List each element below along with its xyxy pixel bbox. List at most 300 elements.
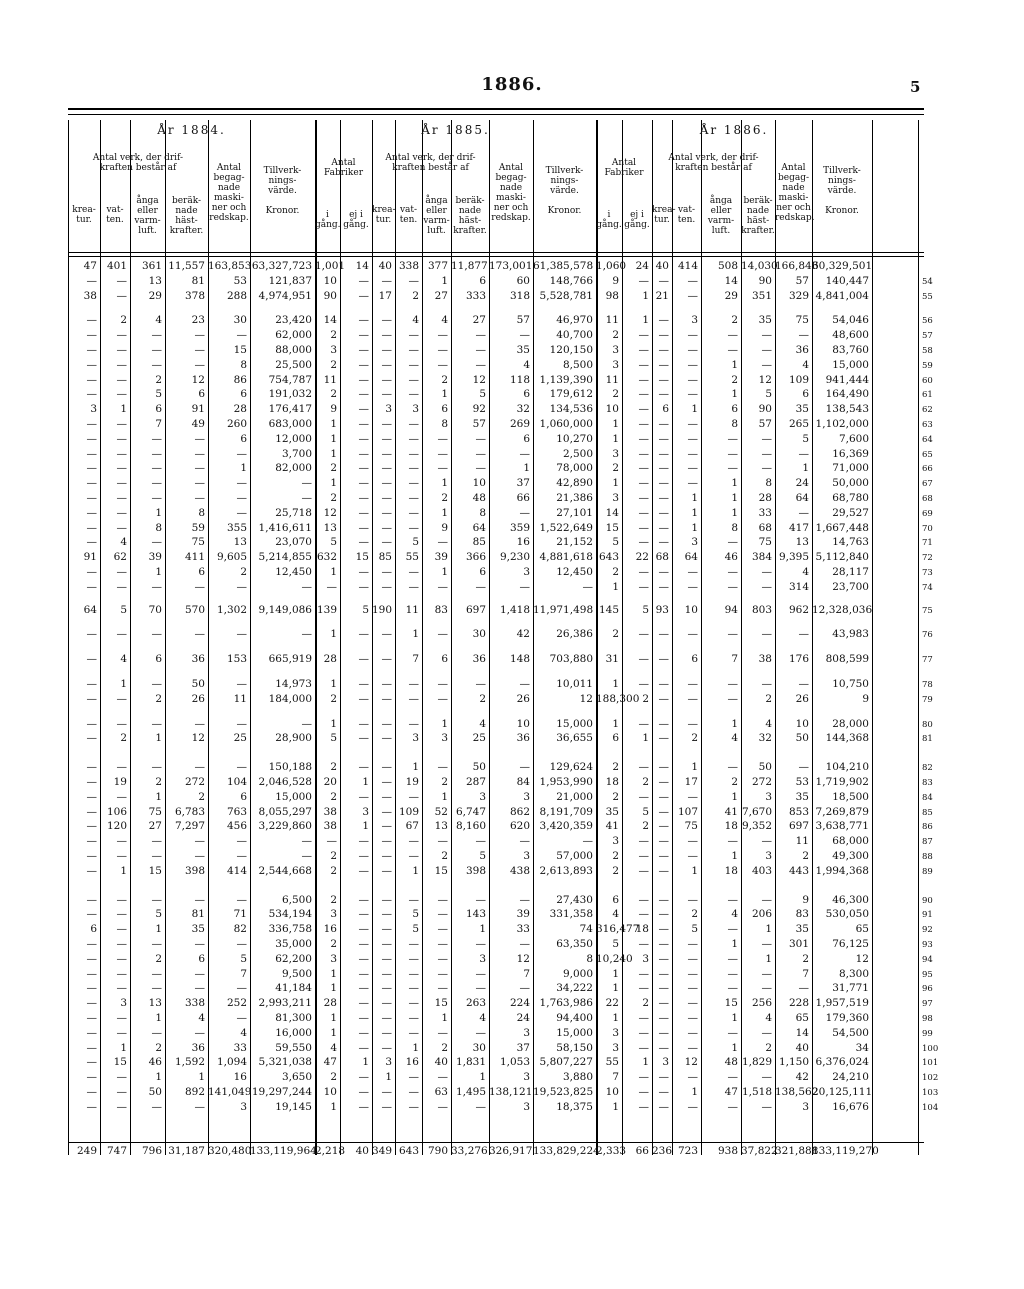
table-cell: —	[687, 1026, 698, 1039]
table-cell: —	[638, 967, 649, 980]
table-cell: 9,149,086	[258, 603, 312, 616]
row-number: 62	[922, 405, 933, 416]
table-cell: 8,191,709	[539, 805, 593, 818]
table-cell: —	[116, 761, 127, 774]
table-cell: —	[437, 967, 448, 980]
table-cell: —	[658, 373, 669, 386]
table-cell: —	[658, 1071, 669, 1084]
header-rule	[68, 1142, 924, 1143]
table-cell: —	[381, 653, 392, 666]
table-cell: 18	[724, 864, 738, 877]
table-cell: —	[638, 938, 649, 950]
year-group-label: År 1886.	[699, 123, 769, 137]
table-cell: —	[638, 536, 649, 549]
table-cell: 6	[523, 388, 530, 401]
total-cell: 938	[717, 1145, 738, 1157]
table-cell: 3	[523, 790, 530, 803]
table-cell: 2	[330, 462, 337, 475]
table-cell: 3	[612, 344, 619, 356]
table-cell: —	[687, 717, 698, 730]
table-cell: 68	[655, 551, 669, 564]
table-cell: 1	[691, 506, 698, 519]
top-rule	[68, 108, 924, 110]
table-cell: 1	[691, 403, 698, 416]
total-cell: 133,829,224	[533, 1145, 600, 1157]
table-cell: —	[687, 1100, 698, 1113]
table-cell: —	[687, 678, 698, 690]
table-cell: —	[151, 477, 162, 490]
table-cell: 9	[330, 403, 337, 416]
table-cell: 4	[479, 717, 486, 730]
row-number: 91	[922, 910, 933, 921]
table-cell: 665,919	[268, 653, 312, 666]
table-cell: 4	[240, 1026, 247, 1039]
table-cell: —	[761, 580, 772, 593]
table-cell: —	[437, 692, 448, 705]
table-cell: —	[638, 982, 649, 995]
table-cell: —	[358, 492, 369, 504]
table-cell: —	[687, 329, 698, 342]
table-cell: —	[798, 506, 809, 519]
table-cell: 6	[155, 403, 162, 416]
table-cell: 6	[240, 388, 247, 401]
table-cell: —	[519, 447, 530, 460]
table-cell: —	[727, 1100, 738, 1113]
total-cell: 349	[372, 1145, 393, 1157]
table-cell: 2	[330, 790, 337, 803]
table-cell: 15	[148, 864, 162, 877]
table-cell: 12	[855, 952, 869, 965]
table-cell: —	[437, 761, 448, 774]
row-number: 92	[922, 925, 933, 936]
table-cell: 355	[226, 521, 247, 534]
table-cell: 1	[330, 982, 337, 995]
table-cell: —	[408, 1026, 419, 1039]
row-number: 79	[922, 694, 933, 705]
table-cell: 1	[441, 717, 448, 730]
table-cell: 1	[441, 790, 448, 803]
table-cell: 3	[765, 790, 772, 803]
table-cell: 2	[155, 1041, 162, 1054]
table-cell: 36	[472, 653, 486, 666]
table-cell: —	[358, 678, 369, 690]
table-cell: 11,971,498	[533, 603, 594, 616]
table-cell: 2	[612, 628, 619, 641]
table-cell: 109	[788, 373, 809, 386]
table-cell: 7,600	[838, 432, 869, 445]
table-cell: 5	[479, 388, 486, 401]
table-cell: 359	[509, 521, 530, 534]
table-cell: —	[437, 462, 448, 475]
table-cell: 892	[184, 1086, 205, 1098]
table-cell: —	[687, 790, 698, 803]
table-cell: 1	[765, 923, 772, 936]
table-cell: 7	[523, 967, 530, 980]
table-cell: —	[475, 580, 486, 593]
table-cell: —	[86, 805, 97, 818]
table-cell: —	[381, 274, 392, 287]
row-number: 75	[922, 605, 933, 616]
table-cell: —	[86, 1026, 97, 1039]
table-cell: —	[116, 566, 127, 578]
row-number: 55	[922, 291, 933, 302]
table-cell: —	[86, 1071, 97, 1084]
table-cell: —	[638, 447, 649, 460]
row-number: 87	[922, 837, 933, 848]
table-cell: —	[358, 344, 369, 356]
table-cell: 2	[441, 373, 448, 386]
top-rule-thin	[68, 114, 924, 115]
table-cell: —	[151, 982, 162, 995]
table-cell: 962	[788, 603, 809, 616]
table-cell: 104	[226, 776, 247, 788]
table-cell: —	[408, 952, 419, 965]
table-cell: 9	[862, 692, 869, 705]
column-header: krea- tur.	[72, 205, 96, 225]
table-cell: 1	[612, 1100, 619, 1113]
table-cell: 24	[516, 1012, 530, 1024]
table-cell: —	[761, 358, 772, 371]
table-cell: 15	[605, 521, 619, 534]
table-cell: 28	[323, 653, 337, 666]
table-cell: 763	[226, 805, 247, 818]
table-cell: 28,117	[832, 566, 869, 578]
table-cell: 21,152	[556, 536, 593, 549]
table-cell: 68,000	[832, 835, 869, 848]
table-cell: 16,000	[275, 1026, 312, 1039]
table-cell: —	[437, 358, 448, 371]
table-cell: —	[194, 967, 205, 980]
table-cell: —	[437, 447, 448, 460]
table-cell: —	[475, 447, 486, 460]
row-number: 102	[922, 1073, 939, 1084]
table-cell: 1	[441, 274, 448, 287]
column-header: vat- ten.	[677, 205, 696, 225]
table-cell: —	[408, 521, 419, 534]
column-header: i gång.	[315, 210, 341, 230]
table-cell: —	[727, 923, 738, 936]
table-cell: —	[381, 923, 392, 936]
table-cell: —	[381, 982, 392, 995]
table-cell: —	[381, 388, 392, 401]
table-cell: 3	[691, 314, 698, 327]
table-cell: 1	[120, 864, 127, 877]
table-cell: 1	[155, 790, 162, 803]
table-cell: 17	[378, 289, 392, 302]
table-cell: 28,000	[832, 717, 869, 730]
row-number: 56	[922, 316, 933, 327]
table-cell: 68	[758, 521, 772, 534]
table-cell: 109	[398, 805, 419, 818]
table-cell: —	[116, 432, 127, 445]
table-cell: —	[381, 678, 392, 690]
table-cell: 703,880	[549, 653, 593, 666]
table-cell: 2	[731, 373, 738, 386]
table-cell: —	[236, 580, 247, 593]
table-cell: —	[658, 329, 669, 342]
table-cell: —	[381, 418, 392, 430]
table-cell: 6	[198, 566, 205, 578]
row-number: 63	[922, 420, 933, 430]
table-cell: 3	[765, 850, 772, 862]
table-cell: 91	[191, 403, 205, 416]
table-cell: 38	[323, 820, 337, 833]
table-cell: 40	[795, 1041, 809, 1054]
table-cell: 1	[330, 628, 337, 641]
table-cell: 19,145	[275, 1100, 312, 1113]
table-cell: 2	[120, 732, 127, 745]
table-cell: 1,953,990	[539, 776, 593, 788]
table-cell: —	[408, 462, 419, 475]
table-cell: 5	[765, 388, 772, 401]
table-cell: —	[116, 790, 127, 803]
table-cell: 191,032	[268, 388, 312, 401]
table-cell: —	[86, 997, 97, 1010]
table-cell: 179,612	[549, 388, 593, 401]
table-cell: —	[358, 373, 369, 386]
table-cell: 35	[605, 805, 619, 818]
total-cell: 133,119,964	[250, 1145, 317, 1157]
table-cell: 378	[184, 289, 205, 302]
table-cell: —	[519, 982, 530, 995]
table-cell: 1	[412, 1041, 419, 1054]
table-cell: —	[727, 580, 738, 593]
column-header: ånga eller varm- luft.	[134, 196, 161, 236]
table-cell: 417	[788, 521, 809, 534]
table-cell: 5	[120, 603, 127, 616]
table-cell: —	[437, 1026, 448, 1039]
table-cell: 6	[802, 388, 809, 401]
table-cell: 64	[684, 551, 698, 564]
table-cell: 16	[323, 923, 337, 936]
table-cell: —	[658, 314, 669, 327]
table-cell: —	[151, 536, 162, 549]
table-cell: 13	[148, 997, 162, 1010]
column-header: Antal begag- nade maski- ner och redskap.	[491, 163, 531, 223]
table-cell: —	[437, 628, 448, 641]
table-cell: —	[638, 432, 649, 445]
table-cell: 5,321,038	[258, 1056, 312, 1069]
table-cell: 42	[516, 628, 530, 641]
table-cell: —	[638, 893, 649, 906]
table-cell: 40	[434, 1056, 448, 1069]
table-cell: —	[358, 982, 369, 995]
table-cell: 21	[655, 289, 669, 302]
column-header: krea- tur.	[372, 205, 396, 225]
table-cell: —	[658, 952, 669, 965]
table-cell: —	[638, 717, 649, 730]
table-cell: —	[638, 1100, 649, 1113]
table-cell: —	[408, 938, 419, 950]
table-cell: 13	[323, 521, 337, 534]
table-cell: 1	[802, 462, 809, 475]
table-cell: —	[687, 289, 698, 302]
table-cell: —	[86, 820, 97, 833]
table-cell: 11	[605, 314, 619, 327]
table-cell: 1,150	[778, 1056, 809, 1069]
table-cell: —	[358, 566, 369, 578]
table-cell: —	[116, 1100, 127, 1113]
table-cell: 64	[83, 603, 97, 616]
table-cell: 49	[191, 418, 205, 430]
table-cell: 1	[731, 492, 738, 504]
table-cell: —	[658, 692, 669, 705]
table-cell: 2	[612, 566, 619, 578]
table-cell: —	[687, 462, 698, 475]
table-cell: 33	[516, 923, 530, 936]
row-number: 83	[922, 778, 933, 788]
table-cell: —	[658, 790, 669, 803]
table-cell: —	[475, 329, 486, 342]
table-cell: 6	[198, 952, 205, 965]
table-cell: 15,000	[556, 1026, 593, 1039]
table-cell: 2	[479, 692, 486, 705]
table-cell: 36,655	[556, 732, 593, 745]
table-cell: 5	[642, 805, 649, 818]
table-cell: —	[381, 314, 392, 327]
table-cell: 272	[184, 776, 205, 788]
table-cell: 48,600	[832, 329, 869, 342]
column-header: Tillverk- nings- värde. Kronor.	[545, 166, 584, 216]
table-cell: —	[358, 1100, 369, 1113]
table-cell: —	[86, 761, 97, 774]
table-cell: —	[381, 477, 392, 490]
table-cell: 1	[330, 418, 337, 430]
table-cell: 5	[330, 536, 337, 549]
table-cell: 36	[516, 732, 530, 745]
table-cell: 50	[191, 678, 205, 690]
table-cell: —	[727, 628, 738, 641]
table-cell: 366	[465, 551, 486, 564]
table-cell: —	[687, 835, 698, 848]
table-cell: 12,450	[275, 566, 312, 578]
table-cell: 3	[523, 1100, 530, 1113]
column-header: Antal verk, der drif- kraften består af	[668, 153, 759, 173]
table-cell: —	[358, 864, 369, 877]
table-cell: 143	[465, 908, 486, 921]
table-cell: —	[358, 790, 369, 803]
table-cell: 65	[795, 1012, 809, 1024]
table-cell: 2,993,211	[258, 997, 312, 1010]
table-cell: 25	[472, 732, 486, 745]
table-cell: 3	[385, 403, 392, 416]
table-cell: —	[408, 967, 419, 980]
table-cell: 287	[465, 776, 486, 788]
table-cell: —	[301, 835, 312, 848]
table-cell: 3	[479, 790, 486, 803]
table-cell: 4,841,004	[815, 289, 869, 302]
table-cell: 48	[472, 492, 486, 504]
table-cell: 3	[385, 1056, 392, 1069]
table-cell: —	[475, 432, 486, 445]
table-cell: —	[358, 521, 369, 534]
row-number: 95	[922, 969, 933, 980]
table-cell: 1	[731, 358, 738, 371]
table-cell: 32	[516, 403, 530, 416]
table-cell: 265	[788, 418, 809, 430]
table-cell: —	[381, 492, 392, 504]
table-cell: 1	[330, 432, 337, 445]
table-cell: 2	[612, 761, 619, 774]
table-cell: —	[408, 344, 419, 356]
table-cell: —	[437, 678, 448, 690]
table-cell: —	[658, 447, 669, 460]
table-cell: —	[408, 388, 419, 401]
table-cell: 10,011	[556, 678, 593, 690]
table-cell: 5	[412, 536, 419, 549]
table-cell: —	[408, 1100, 419, 1113]
table-cell: —	[638, 344, 649, 356]
table-cell: —	[236, 1012, 247, 1024]
table-cell: 570	[184, 603, 205, 616]
table-cell: —	[194, 1026, 205, 1039]
table-cell: 11,877	[451, 260, 488, 272]
table-cell: 121,837	[268, 274, 312, 287]
table-cell: 28,900	[275, 732, 312, 745]
table-cell: —	[408, 506, 419, 519]
table-cell: 94,400	[556, 1012, 593, 1024]
table-cell: 88,000	[275, 344, 312, 356]
table-cell: 59,550	[275, 1041, 312, 1054]
table-cell: 78,000	[556, 462, 593, 475]
table-cell: 12	[684, 1056, 698, 1069]
table-cell: —	[358, 477, 369, 490]
table-cell: —	[658, 835, 669, 848]
table-cell: —	[437, 982, 448, 995]
table-cell: 2	[612, 462, 619, 475]
table-cell: —	[638, 358, 649, 371]
table-cell: —	[86, 1086, 97, 1098]
table-cell: 24	[795, 477, 809, 490]
table-cell: 50	[758, 761, 772, 774]
table-cell: 48	[724, 1056, 738, 1069]
table-cell: —	[381, 850, 392, 862]
table-cell: 3	[479, 952, 486, 965]
table-cell: 8	[198, 506, 205, 519]
table-cell: —	[86, 1100, 97, 1113]
table-cell: —	[761, 344, 772, 356]
table-cell: —	[381, 820, 392, 833]
table-cell: —	[638, 521, 649, 534]
table-cell: 139	[316, 603, 337, 616]
table-cell: —	[326, 580, 337, 593]
table-cell: 1	[155, 506, 162, 519]
table-cell: 534,194	[268, 908, 312, 921]
table-cell: —	[658, 432, 669, 445]
year-group-label: År 1884.	[157, 123, 226, 137]
table-cell: —	[381, 835, 392, 848]
table-cell: —	[381, 1100, 392, 1113]
row-number: 88	[922, 852, 933, 862]
row-number: 85	[922, 807, 933, 818]
row-number: 82	[922, 763, 933, 774]
table-cell: 1	[612, 418, 619, 430]
table-cell: —	[151, 580, 162, 593]
table-cell: 4	[731, 732, 738, 745]
table-cell: 2	[765, 1041, 772, 1054]
table-cell: 2	[802, 952, 809, 965]
table-cell: 18,375	[556, 1100, 593, 1113]
column-header: krea- tur.	[652, 205, 676, 225]
table-cell: 27	[472, 314, 486, 327]
table-cell: 15,000	[832, 358, 869, 371]
column-header: Antal Fabriker	[604, 158, 644, 178]
table-cell: 10	[472, 477, 486, 490]
table-cell: 1,495	[455, 1086, 486, 1098]
table-cell: —	[761, 462, 772, 475]
table-cell: 620	[509, 820, 530, 833]
table-cell: 12	[191, 373, 205, 386]
